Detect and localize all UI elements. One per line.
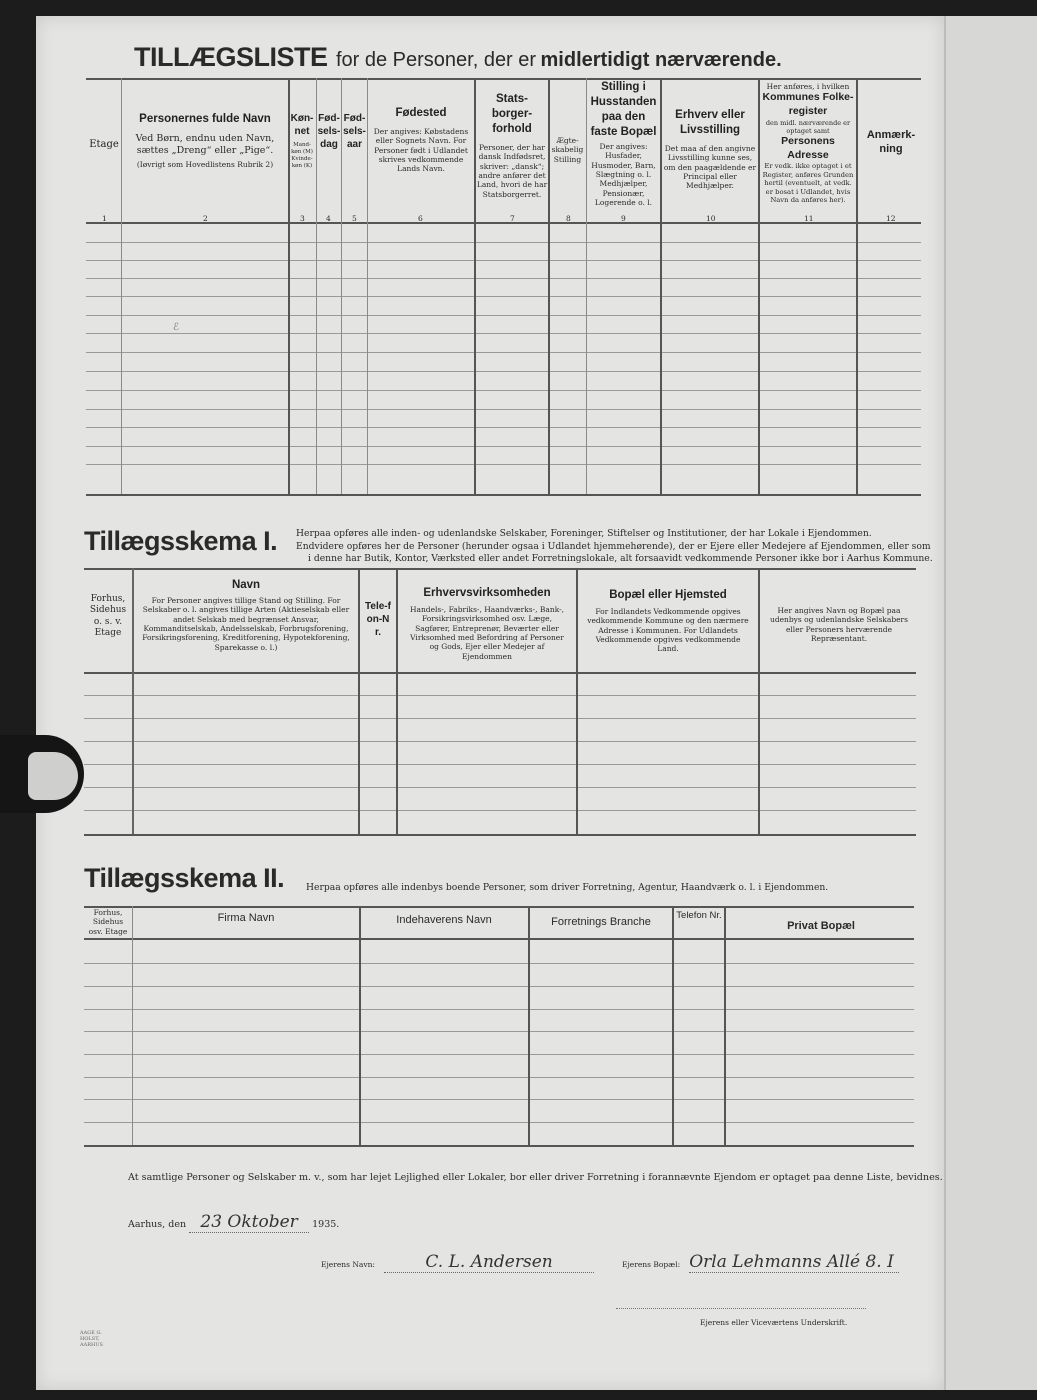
title-rest-bold: midlertidigt nærværende. [540,49,782,71]
attestation-text: At samtlige Personer og Selskaber m. v., som har lejet Lejlighed eller Lokaler, bor eller driver Forretning i forannævnte Ejendom er optaget paa denne Liste, bevidnes. [128,1172,943,1183]
col-marital-header: Ægte-skabelig Stilling [551,136,584,164]
col-number: 10 [706,214,716,223]
col-etage-header: Etage [89,139,119,150]
schema2-description: Herpaa opføres alle indenbys boende Personer, som driver Forretning, Agentur, Haandværk o. l. i Ejendommen. [306,882,829,893]
date-day-month: 23 Oktober [189,1212,309,1233]
col-register-header: Her anføres, i hvilken Kommunes Folke-register den midl. nærværende er optaget samt Personens Adresse Er vedk. ikke optaget i et Register, anføres Grunden hertil (eventuelt, at vedk. er bosat i Udlandet, hvis Navn da anføres her). [762,82,854,205]
owner-name-value: C. L. Andersen [384,1252,594,1273]
s2-col-firm-header: Firma Navn [217,912,275,924]
census-form-page [36,16,944,1390]
col-number: 7 [510,214,515,223]
col-number: 12 [886,214,896,223]
col-number: 2 [203,214,208,223]
col-number: 6 [418,214,423,223]
col-gender-header: Køn-net Mand-køn (M) Kvinde-køn (K) [290,113,314,169]
date-place: Aarhus, [128,1219,166,1230]
s1-col-residence-header: Bopæl eller Hjemsted For Indlandets Vedkommende opgives vedkommende Kommune og den nærmere Adresse i Kommunen. For Udlandets Vedkommende opgives vedkommende Land. [587,589,749,654]
col-citizenship-header: Stats-borger-forhold Personer, der har dansk Indfødsret, skriver: „dansk“; andre anfører det Land, hvori de har Statsborgerret. [476,93,548,199]
col-number: 5 [352,214,357,223]
col-birthday-header: Fød-sels-dag [317,113,341,150]
printer-imprint: AAGE G. HOLST, AARHUS [80,1330,103,1348]
s2-col-branch-header: Forretnings Branche [551,916,651,928]
signature-line [616,1308,866,1309]
s1-col-name-header: Navn For Personer angives tillige Stand og Stilling. For Selskaber o. l. angives tillige Arten (Aktieselskab eller andet Selskab med begrænset Ansvar, Kommanditselskab, Andelsselskab, Forbrugsforening, Forsikringsforening, Kreditforening, Hypotekforening, Sparekasse o. l.) [142,579,350,652]
col-birthyear-header: Fød-sels-aar [343,113,366,150]
s1-col-phone-header: Tele-fon-Nr. [365,601,391,638]
s1-col-floor-header: Forhus, Sidehus o. s. v. Etage [89,594,127,638]
s1-col-business-header: Erhvervsvirksomheden Handels-, Fabriks-, Haandværks-, Bank-, Forsikringsvirksomhed osv. Læge, Sagfører, Entreprenør, Beværter eller Virksomhed med Befordring af Personer og Gods, Ejer eller Medejer af Ejendommen [409,587,565,661]
margin-mark: ℰ [173,322,180,333]
owner-address-label: Ejerens Bopæl: [622,1260,681,1269]
col-number: 1 [102,214,107,223]
title-rest: for de Personer, der er [335,49,537,71]
owner-name-line [321,1252,594,1273]
col-occupation-header: Erhverv eller Livsstilling Det maa af den angivne Livsstilling kunne ses, om den paagældende er Principal eller Medhjælper. [663,109,757,191]
col-birthplace-header: Fødested Der angives: Købstadens eller Sognets Navn. For Personer født i Udlandet skrives vedkommende Lands Navn. [373,107,469,174]
col-number: 4 [326,214,331,223]
title-main: TILLÆGSLISTE [134,42,328,72]
owner-address-value: Orla Lehmanns Allé 8. I [689,1252,899,1273]
adjacent-page [944,16,1037,1390]
schema1-title: Tillægsskema I. [84,526,278,556]
date-line [128,1212,528,1233]
date-den-label: den [168,1219,187,1230]
s2-col-phone-header: Telefon Nr. [676,910,722,921]
schema2-title: Tillægsskema II. [84,863,285,893]
col-household-header: Stilling i Husstanden paa den faste Bopæl Der angives: Husfader, Husmoder, Barn, Slægtning o. l. Medhjælper, Pensionær, Logerende o. l. [590,81,657,207]
col-name-header: Personernes fulde Navn Ved Børn, endnu uden Navn, sættes „Dreng“ eller „Pige“. (Iøvrigt som Hovedlistens Rubrik 2) [135,113,275,169]
schema1-description: Herpaa opføres alle inden- og udenlandske Selskaber, Foreninger, Stiftelser og Institutioner, der har Lokale i Ejendommen. Endvidere opføres her de Personer (herunder ogsaa i Udlandet hjemmehørende), der er Ejere eller Medejere af Ejendommen, eller som i denne har Butik, Kontor, Værksted eller andet Forretningslokale, alt forsaavidt vedkommende Personer ikke bor i Aarhus Kommune. [296,528,933,565]
owner-name-label: Ejerens Navn: [321,1260,375,1269]
owner-address-line [622,1252,899,1273]
s2-col-private-address-header: Privat Bopæl [787,920,855,932]
form-title [134,42,934,73]
date-year: 1935. [312,1219,340,1230]
s2-col-floor-header: Forhus, Sidehus osv. Etage [88,908,128,936]
s2-col-owner-header: Indehaverens Navn [396,914,492,926]
col-number: 9 [621,214,626,223]
col-number: 11 [804,214,814,223]
s1-col-representative-header: Her angives Navn og Bopæl paa udenbys og udenlandske Selskabers eller Personers herværende Repræsentant. [769,606,908,644]
col-remarks-header: Anmærk-ning [866,129,916,156]
col-number: 3 [300,214,305,223]
binding-clip-paper [28,752,78,800]
signature-label: Ejerens eller Viceværtens Underskrift. [700,1318,848,1327]
col-number: 8 [566,214,571,223]
